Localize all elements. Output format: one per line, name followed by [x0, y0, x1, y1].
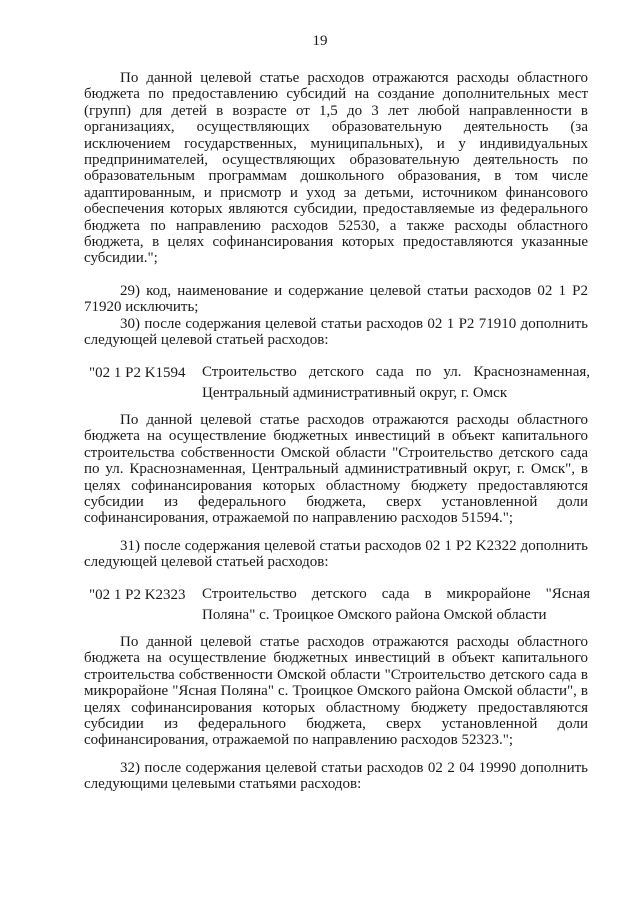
item-31: 31) после содержания целевой статьи расходов 02 1 P2 K2322 дополнить следующей целевой статьей расходов:: [84, 538, 588, 571]
paragraph-k1594-description: По данной целевой статье расходов отражаются расходы областного бюджета на осуществление бюджетных инвестиций в объект капитального строительства собственности Омской области "Строительство детского сада по ул. Краснознаменная, Центральный административный округ, г. Омск", в целях софинансирования которых областному бюджету предоставляются субсидии из федерального бюджета, сверх установленной доли софинансирования, отражаемой по направлению расходов 51594.";: [84, 412, 588, 527]
item-32: 32) после содержания целевой статьи расходов 02 2 04 19990 дополнить следующими целевыми статьями расходов:: [84, 760, 588, 793]
paragraph-subsidy-description: По данной целевой статье расходов отражаются расходы областного бюджета по предоставлению субсидий на создание дополнительных мест (групп) для детей в возрасте от 1,5 до 3 лет любой направленности в организациях, осуществляющих образовательную деятельность (за исключением государственных, муниципальных), и у индивидуальных предпринимателей, осуществляющих образовательную деятельность по образовательным программам дошкольного образования, в том числе адаптированным, и присмотр и уход за детьми, источником финансового обеспечения которых являются субсидии, предоставляемые из федерального бюджета по направлению расходов 52530, а также расходы областного бюджета, в целях софинансирования которых предоставляются указанные субсидии.";: [84, 70, 588, 267]
item-30: 30) после содержания целевой статьи расходов 02 1 P2 71910 дополнить следующей целевой статьей расходов:: [84, 316, 588, 349]
entry-title-k2323: Строительство детского сада в микрорайоне "Ясная Поляна" с. Троицкое Омского района Омской области: [202, 586, 590, 623]
paragraph-k2323-description: По данной целевой статье расходов отражаются расходы областного бюджета на осуществление бюджетных инвестиций в объект капитального строительства собственности Омской области "Строительство детского сада в микрорайоне "Ясная Поляна" с. Троицкое Омского района Омской области", в целях софинансирования которых областному бюджету предоставляются субсидии из федерального бюджета, сверх установленной доли софинансирования, отражаемой по направлению расходов 52323.";: [84, 634, 588, 749]
page-number: 19: [312, 33, 328, 49]
item-29: 29) код, наименование и содержание целевой статьи расходов 02 1 P2 71920 исключить;: [84, 283, 588, 316]
entry-code-k1594: "02 1 P2 K1594: [89, 365, 186, 381]
entry-code-k2323: "02 1 P2 K2323: [89, 587, 186, 603]
entry-title-k1594: Строительство детского сада по ул. Краснознаменная, Центральный административный округ, г. Омск: [202, 364, 590, 401]
